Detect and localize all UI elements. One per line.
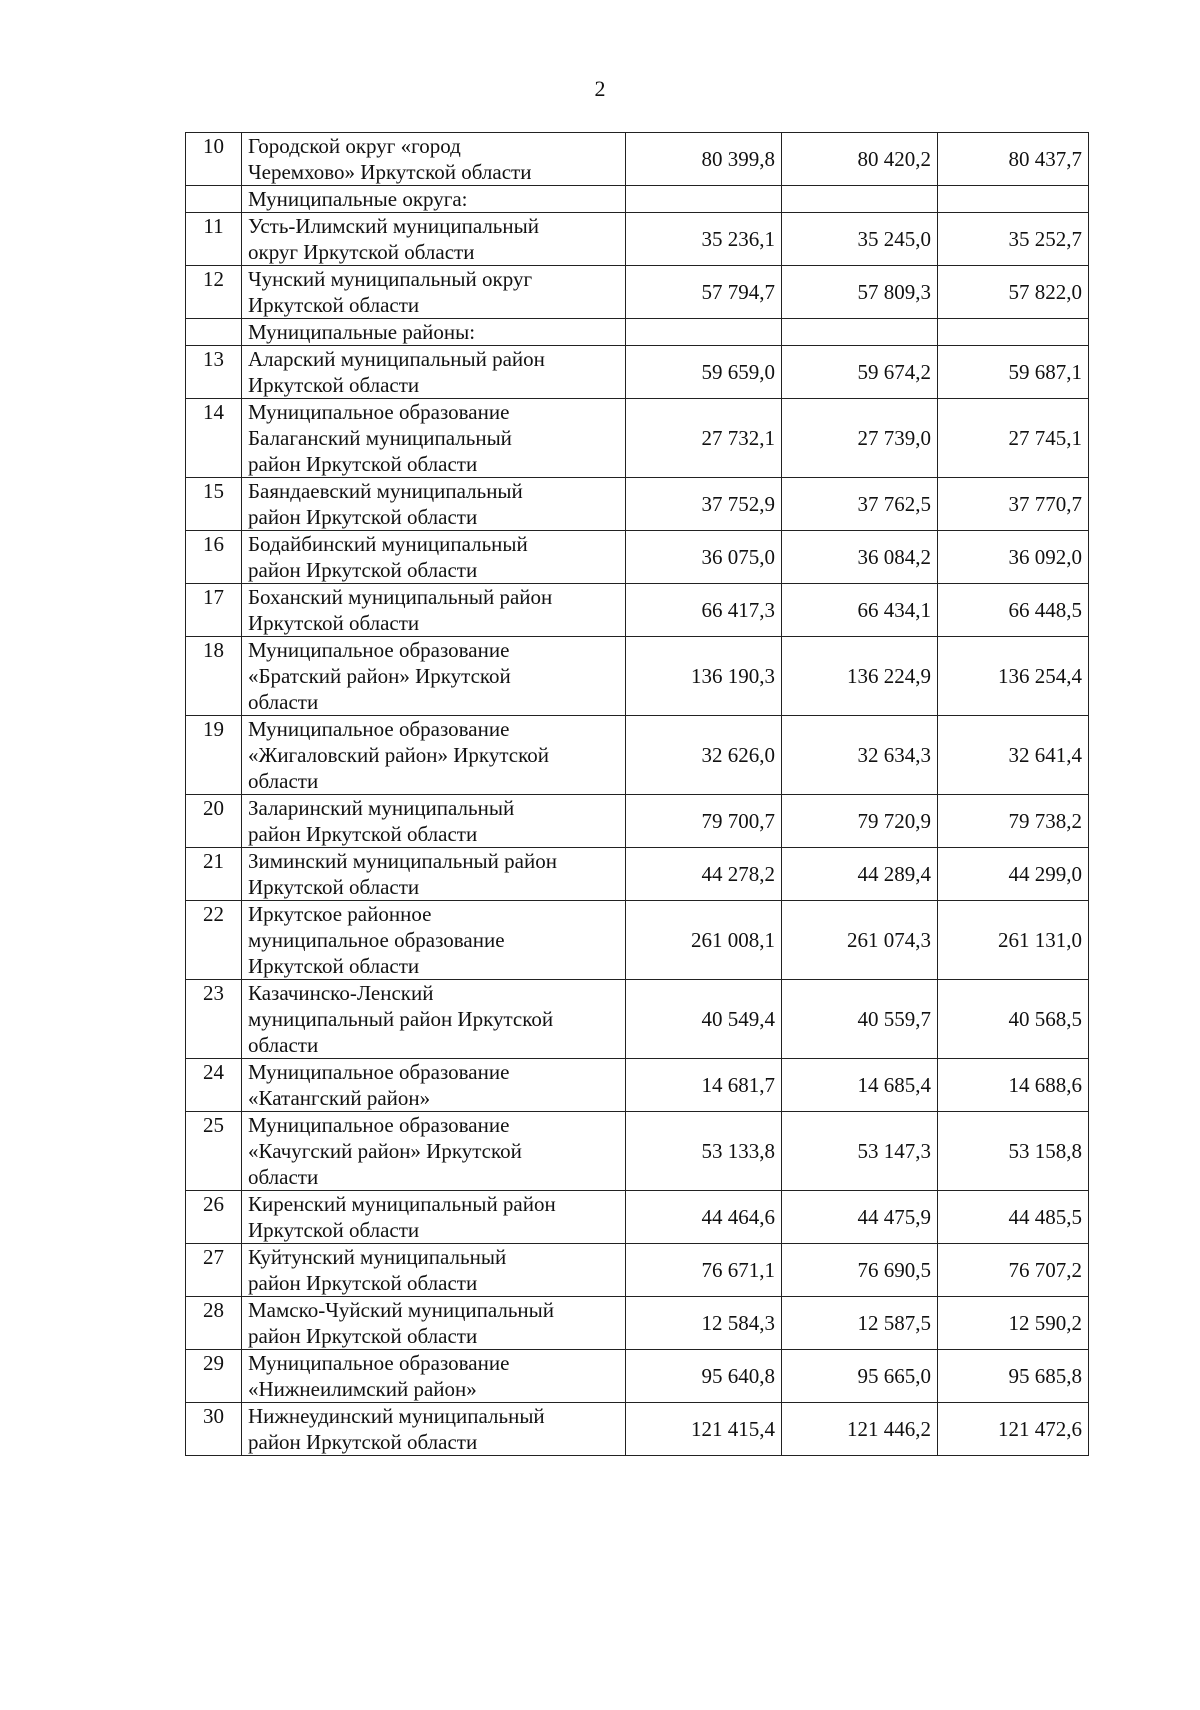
municipality-name-cell xyxy=(242,980,626,1059)
municipality-name: Боханский муниципальный район Иркутской области xyxy=(248,585,553,635)
table-row xyxy=(186,901,1089,980)
section-title-cell xyxy=(242,186,626,213)
value-cell-2: 57 809,3 xyxy=(782,266,938,319)
value-cell-2: 80 420,2 xyxy=(782,133,938,186)
municipality-name-cell xyxy=(242,346,626,399)
value-cell-1: 37 752,9 xyxy=(626,478,782,531)
value-cell-1: 53 133,8 xyxy=(626,1112,782,1191)
value-cell-3: 76 707,2 xyxy=(938,1244,1089,1297)
value-cell-2: 27 739,0 xyxy=(782,399,938,478)
municipality-name-cell xyxy=(242,1112,626,1191)
municipality-name-cell xyxy=(242,795,626,848)
value-cell-1: 44 464,6 xyxy=(626,1191,782,1244)
table-row xyxy=(186,133,1089,186)
value-cell-3 xyxy=(938,319,1089,346)
value-cell-3: 66 448,5 xyxy=(938,584,1089,637)
value-cell-2: 32 634,3 xyxy=(782,716,938,795)
table-row xyxy=(186,848,1089,901)
value-cell-3: 32 641,4 xyxy=(938,716,1089,795)
table-row xyxy=(186,584,1089,637)
row-number-cell: 20 xyxy=(186,795,242,848)
value-cell-1: 95 640,8 xyxy=(626,1350,782,1403)
value-cell-1: 57 794,7 xyxy=(626,266,782,319)
value-cell-2 xyxy=(782,186,938,213)
table-row xyxy=(186,266,1089,319)
municipality-name-cell xyxy=(242,848,626,901)
value-cell-1: 261 008,1 xyxy=(626,901,782,980)
value-cell-3: 95 685,8 xyxy=(938,1350,1089,1403)
value-cell-1: 121 415,4 xyxy=(626,1403,782,1456)
value-cell-1 xyxy=(626,186,782,213)
row-number-cell: 23 xyxy=(186,980,242,1059)
value-cell-2: 37 762,5 xyxy=(782,478,938,531)
value-cell-2: 14 685,4 xyxy=(782,1059,938,1112)
value-cell-3: 121 472,6 xyxy=(938,1403,1089,1456)
row-number-cell: 10 xyxy=(186,133,242,186)
value-cell-3: 80 437,7 xyxy=(938,133,1089,186)
value-cell-3: 136 254,4 xyxy=(938,637,1089,716)
row-number-cell: 19 xyxy=(186,716,242,795)
value-cell-1: 76 671,1 xyxy=(626,1244,782,1297)
value-cell-2: 136 224,9 xyxy=(782,637,938,716)
municipality-name-cell xyxy=(242,133,626,186)
municipality-name-cell xyxy=(242,1350,626,1403)
municipality-name: Казачинско-Ленский муниципальный район Иркутской области xyxy=(248,981,554,1057)
value-cell-2: 121 446,2 xyxy=(782,1403,938,1456)
municipality-name-cell xyxy=(242,584,626,637)
section-row xyxy=(186,186,1089,213)
table-row xyxy=(186,1350,1089,1403)
row-number-cell: 17 xyxy=(186,584,242,637)
row-number-cell: 24 xyxy=(186,1059,242,1112)
value-cell-2: 79 720,9 xyxy=(782,795,938,848)
row-number-cell: 14 xyxy=(186,399,242,478)
row-number-cell xyxy=(186,319,242,346)
municipality-name-cell xyxy=(242,213,626,266)
value-cell-2: 40 559,7 xyxy=(782,980,938,1059)
municipality-name: Иркутское районное муниципальное образование Иркутской области xyxy=(248,902,505,978)
value-cell-2: 44 289,4 xyxy=(782,848,938,901)
municipality-name: Чунский муниципальный округ Иркутской области xyxy=(248,267,533,317)
row-number-cell: 25 xyxy=(186,1112,242,1191)
value-cell-2: 95 665,0 xyxy=(782,1350,938,1403)
table-row xyxy=(186,531,1089,584)
value-cell-3: 261 131,0 xyxy=(938,901,1089,980)
row-number-cell: 13 xyxy=(186,346,242,399)
municipality-name: Бодайбинский муниципальный район Иркутской области xyxy=(248,532,528,582)
table-row xyxy=(186,637,1089,716)
municipality-name-cell xyxy=(242,478,626,531)
municipality-name: Муниципальное образование Балаганский муниципальный район Иркутской области xyxy=(248,400,512,476)
value-cell-3: 44 485,5 xyxy=(938,1191,1089,1244)
municipality-name-cell xyxy=(242,1244,626,1297)
municipality-name: Городской округ «город Черемхово» Иркутской области xyxy=(248,134,532,184)
value-cell-1: 136 190,3 xyxy=(626,637,782,716)
value-cell-1: 40 549,4 xyxy=(626,980,782,1059)
municipality-name: Нижнеудинский муниципальный район Иркутской области xyxy=(248,1404,545,1454)
value-cell-2: 76 690,5 xyxy=(782,1244,938,1297)
table-row xyxy=(186,1244,1089,1297)
row-number-cell: 29 xyxy=(186,1350,242,1403)
section-title: Муниципальные округа: xyxy=(248,187,468,211)
table-row xyxy=(186,1059,1089,1112)
row-number-cell: 11 xyxy=(186,213,242,266)
municipality-name-cell xyxy=(242,1059,626,1112)
table-body xyxy=(186,133,1089,1456)
value-cell-2: 53 147,3 xyxy=(782,1112,938,1191)
row-number-cell xyxy=(186,186,242,213)
value-cell-1: 12 584,3 xyxy=(626,1297,782,1350)
row-number-cell: 30 xyxy=(186,1403,242,1456)
value-cell-1: 80 399,8 xyxy=(626,133,782,186)
municipality-name: Мамско-Чуйский муниципальный район Иркутской области xyxy=(248,1298,554,1348)
municipality-name: Муниципальное образование «Нижнеилимский район» xyxy=(248,1351,510,1401)
row-number-cell: 18 xyxy=(186,637,242,716)
table-row xyxy=(186,1403,1089,1456)
value-cell-3: 40 568,5 xyxy=(938,980,1089,1059)
row-number-cell: 12 xyxy=(186,266,242,319)
municipality-name: Куйтунский муниципальный район Иркутской области xyxy=(248,1245,507,1295)
table-row xyxy=(186,1112,1089,1191)
value-cell-2: 66 434,1 xyxy=(782,584,938,637)
value-cell-1: 79 700,7 xyxy=(626,795,782,848)
row-number-cell: 16 xyxy=(186,531,242,584)
value-cell-2 xyxy=(782,319,938,346)
municipality-name: Усть-Илимский муниципальный округ Иркутской области xyxy=(248,214,539,264)
municipality-name-cell xyxy=(242,637,626,716)
value-cell-3: 44 299,0 xyxy=(938,848,1089,901)
municipality-name: Заларинский муниципальный район Иркутской области xyxy=(248,796,515,846)
value-cell-3: 35 252,7 xyxy=(938,213,1089,266)
municipality-name-cell xyxy=(242,901,626,980)
budget-table xyxy=(185,132,1089,1456)
municipality-name-cell xyxy=(242,716,626,795)
value-cell-3: 36 092,0 xyxy=(938,531,1089,584)
table-row xyxy=(186,1297,1089,1350)
row-number-cell: 21 xyxy=(186,848,242,901)
value-cell-1: 27 732,1 xyxy=(626,399,782,478)
value-cell-2: 261 074,3 xyxy=(782,901,938,980)
value-cell-3: 79 738,2 xyxy=(938,795,1089,848)
section-row xyxy=(186,319,1089,346)
table-row xyxy=(186,213,1089,266)
value-cell-1: 35 236,1 xyxy=(626,213,782,266)
row-number-cell: 28 xyxy=(186,1297,242,1350)
table-row xyxy=(186,478,1089,531)
table-row xyxy=(186,346,1089,399)
value-cell-3: 53 158,8 xyxy=(938,1112,1089,1191)
municipality-name: Муниципальное образование «Катангский район» xyxy=(248,1060,510,1110)
table-row xyxy=(186,795,1089,848)
municipality-name-cell xyxy=(242,1297,626,1350)
value-cell-2: 36 084,2 xyxy=(782,531,938,584)
value-cell-1: 32 626,0 xyxy=(626,716,782,795)
value-cell-3: 14 688,6 xyxy=(938,1059,1089,1112)
municipality-name-cell xyxy=(242,266,626,319)
municipality-name-cell xyxy=(242,399,626,478)
section-title-cell xyxy=(242,319,626,346)
value-cell-3: 27 745,1 xyxy=(938,399,1089,478)
value-cell-1: 14 681,7 xyxy=(626,1059,782,1112)
value-cell-2: 35 245,0 xyxy=(782,213,938,266)
row-number-cell: 26 xyxy=(186,1191,242,1244)
table-row xyxy=(186,399,1089,478)
municipality-name-cell xyxy=(242,1403,626,1456)
municipality-name-cell xyxy=(242,1191,626,1244)
municipality-name-cell xyxy=(242,531,626,584)
row-number-cell: 15 xyxy=(186,478,242,531)
value-cell-2: 12 587,5 xyxy=(782,1297,938,1350)
municipality-name: Аларский муниципальный район Иркутской области xyxy=(248,347,545,397)
row-number-cell: 22 xyxy=(186,901,242,980)
table-row xyxy=(186,716,1089,795)
table-row xyxy=(186,1191,1089,1244)
table-row xyxy=(186,980,1089,1059)
value-cell-1: 66 417,3 xyxy=(626,584,782,637)
value-cell-3: 59 687,1 xyxy=(938,346,1089,399)
value-cell-1: 59 659,0 xyxy=(626,346,782,399)
value-cell-1: 36 075,0 xyxy=(626,531,782,584)
value-cell-1 xyxy=(626,319,782,346)
value-cell-3: 57 822,0 xyxy=(938,266,1089,319)
value-cell-3: 37 770,7 xyxy=(938,478,1089,531)
municipality-name: Зиминский муниципальный район Иркутской области xyxy=(248,849,557,899)
municipality-name: Муниципальное образование «Качугский район» Иркутской области xyxy=(248,1113,522,1189)
page-number: 2 xyxy=(594,76,606,101)
municipality-name: Баяндаевский муниципальный район Иркутской области xyxy=(248,479,523,529)
value-cell-2: 59 674,2 xyxy=(782,346,938,399)
municipality-name: Муниципальное образование «Братский район» Иркутской области xyxy=(248,638,511,714)
value-cell-2: 44 475,9 xyxy=(782,1191,938,1244)
value-cell-3: 12 590,2 xyxy=(938,1297,1089,1350)
municipality-name: Киренский муниципальный район Иркутской области xyxy=(248,1192,556,1242)
row-number-cell: 27 xyxy=(186,1244,242,1297)
value-cell-3 xyxy=(938,186,1089,213)
section-title: Муниципальные районы: xyxy=(248,320,476,344)
value-cell-1: 44 278,2 xyxy=(626,848,782,901)
municipality-name: Муниципальное образование «Жигаловский район» Иркутской области xyxy=(248,717,549,793)
